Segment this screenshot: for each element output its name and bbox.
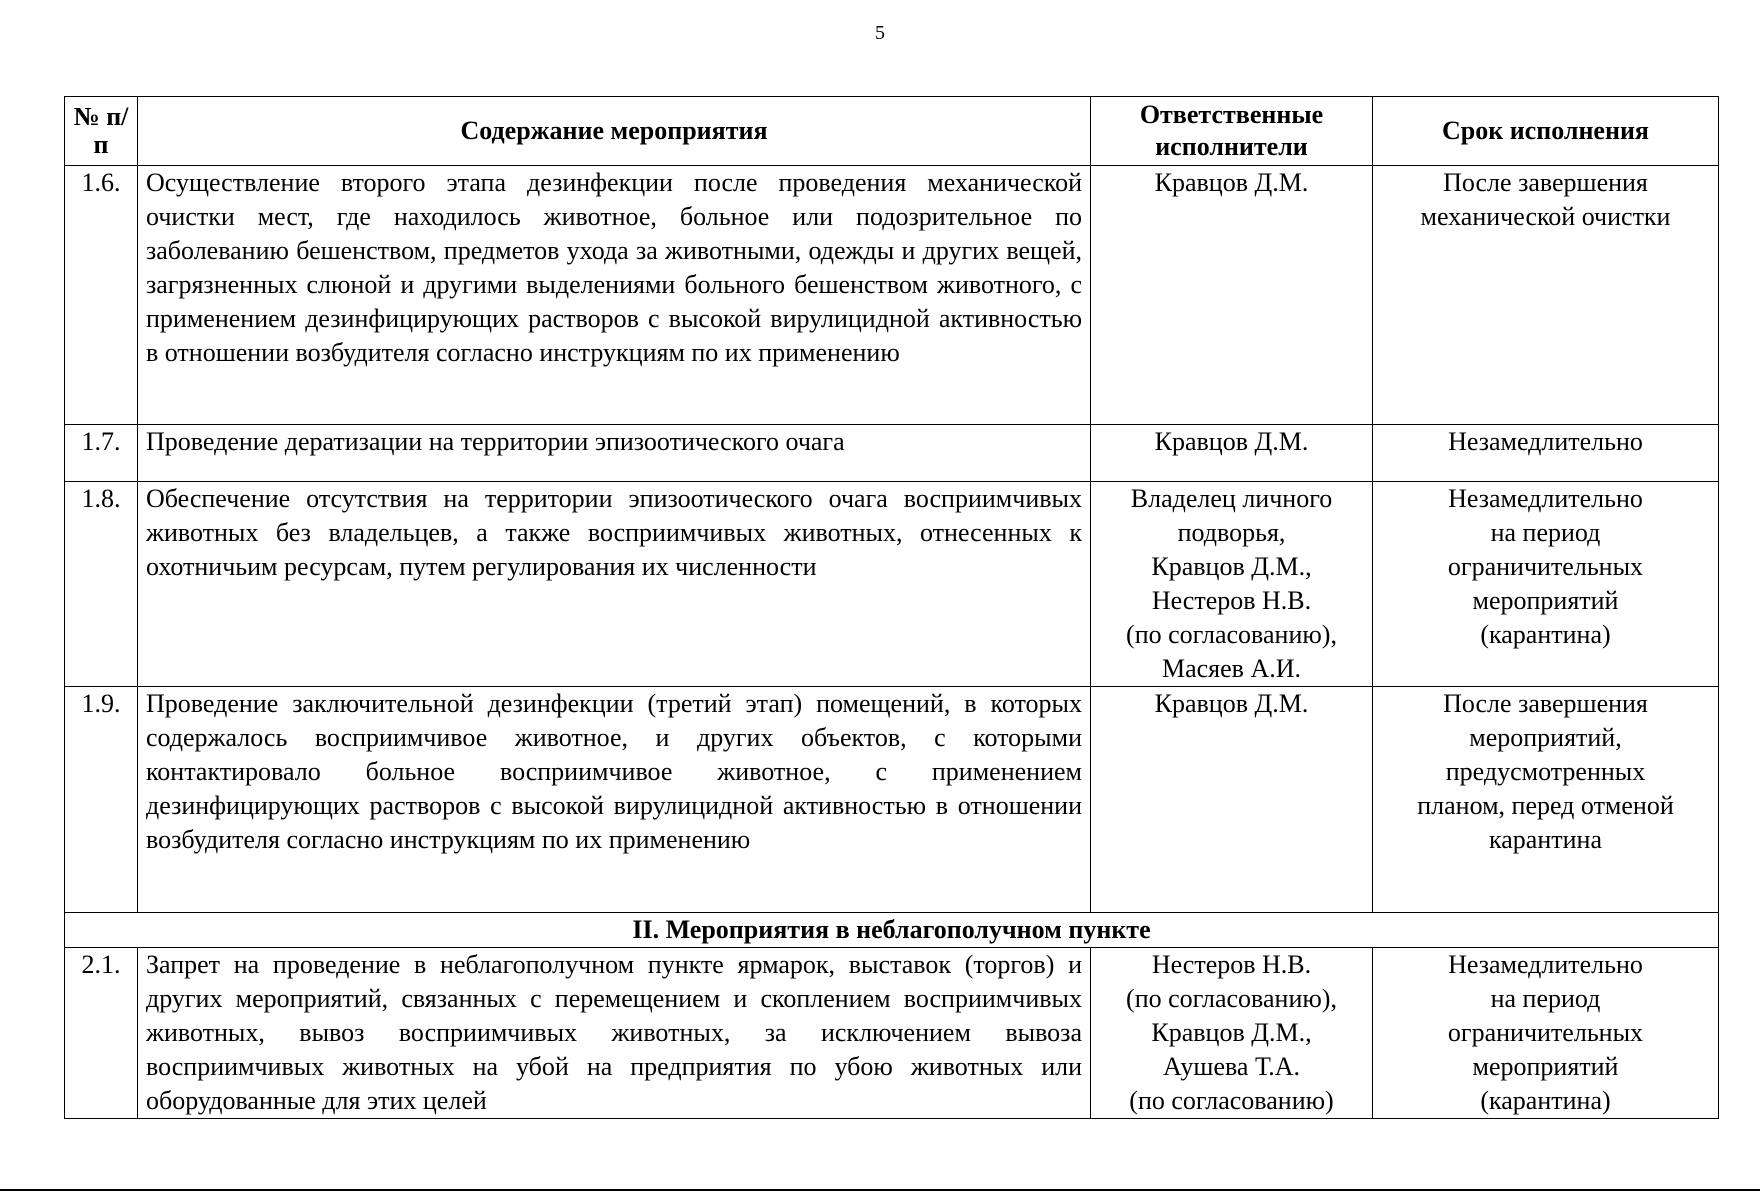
section-header-row [65,913,1719,948]
term-line: предусмотренных [1445,757,1646,786]
term-line: мероприятий [1472,586,1619,615]
row-term [1373,425,1719,482]
term-line: (карантина) [1480,1086,1611,1115]
row-responsible [1091,166,1373,425]
term-line: После завершения [1443,168,1648,197]
term-line: ограничительных [1447,1018,1644,1047]
row-term [1373,948,1719,1119]
term-line: После завершения [1443,689,1648,718]
term-line: Незамедлительно [1448,484,1643,513]
row-content: Осуществление второго этапа дезинфекции после проведения механической очистки мест, где находилось животное, больное или подозрительное по заболеванию бешенством, предметов ухода за животными, одежды и других вещей, загрязненных слюной и другими выделениями больного бешенством животного, с применением дезинфицирующих растворов с высокой вирулицидной активностью в отношении возбудителя согласно инструкциям по их применению [138,166,1091,425]
term-line: на период [1490,984,1601,1013]
responsible-line: Кравцов Д.М. [1154,168,1309,197]
responsible-line: Кравцов Д.М. [1154,689,1309,718]
table-row [65,948,1719,1119]
row-responsible [1091,948,1373,1119]
page-bottom-rule [0,1189,1760,1191]
header-content: Содержание мероприятия [138,97,1091,166]
term-line: мероприятий, [1469,723,1622,752]
table-row [65,166,1719,425]
term-line: Незамедлительно [1448,427,1643,456]
responsible-line: Кравцов Д.М., [1151,552,1312,581]
header-number: № п/п [65,97,138,166]
header-responsible: Ответственные исполнители [1091,97,1373,166]
row-content: Обеспечение отсутствия на территории эпизоотического очага восприимчивых животных без владельцев, а также восприимчивых животных, отнесенных к охотничьим ресурсам, путем регулирования их численности [138,482,1091,687]
responsible-line: Владелец личного [1130,484,1333,513]
term-line: карантина [1489,825,1602,854]
responsible-line: Нестеров Н.В. [1151,586,1312,615]
row-number: 1.8. [65,482,138,687]
row-responsible [1091,687,1373,913]
row-number: 1.9. [65,687,138,913]
responsible-line: (по согласованию), [1126,984,1337,1013]
responsible-line: подворья, [1177,518,1286,547]
row-number: 1.6. [65,166,138,425]
table-row [65,687,1719,913]
term-line: планом, перед отменой [1417,791,1674,820]
term-line: на период [1490,518,1601,547]
header-term: Срок исполнения [1373,97,1719,166]
responsible-line: Нестеров Н.В. [1151,950,1312,979]
term-line: ограничительных [1447,552,1644,581]
row-term [1373,687,1719,913]
row-content: Запрет на проведение в неблагополучном пункте ярмарок, выставок (торгов) и других мероприятий, связанных с перемещением и скоплением восприимчивых животных, вывоз восприимчивых животных, за исключением вывоза восприимчивых животных на убой на предприятия по убою животных или оборудованные для этих целей [138,948,1091,1119]
row-responsible [1091,425,1373,482]
row-term [1373,166,1719,425]
table-header-row [65,97,1719,166]
responsible-line: (по согласованию) [1129,1086,1334,1115]
row-number: 2.1. [65,948,138,1119]
term-line: Незамедлительно [1448,950,1643,979]
section-title: II. Мероприятия в неблагополучном пункте [65,913,1719,948]
responsible-line: Аушева Т.А. [1162,1052,1301,1081]
table-row [65,425,1719,482]
responsible-line: Масяев А.И. [1161,654,1302,683]
row-content: Проведение заключительной дезинфекции (третий этап) помещений, в которых содержалось восприимчивое животное, и других объектов, с которыми контактировало больное восприимчивое животное, с применением дезинфицирующих растворов с высокой вирулицидной активностью в отношении возбудителя согласно инструкциям по их применению [138,687,1091,913]
row-term [1373,482,1719,687]
responsible-line: Кравцов Д.М., [1151,1018,1312,1047]
table-row [65,482,1719,687]
term-line: механической очистки [1420,202,1671,231]
row-responsible [1091,482,1373,687]
row-content: Проведение дератизации на территории эпизоотического очага [138,425,1091,482]
term-line: мероприятий [1472,1052,1619,1081]
term-line: (карантина) [1480,620,1611,649]
responsible-line: (по согласованию), [1126,620,1337,649]
measures-table [64,96,1719,1119]
row-number: 1.7. [65,425,138,482]
page-number: 5 [875,22,885,44]
responsible-line: Кравцов Д.М. [1154,427,1309,456]
